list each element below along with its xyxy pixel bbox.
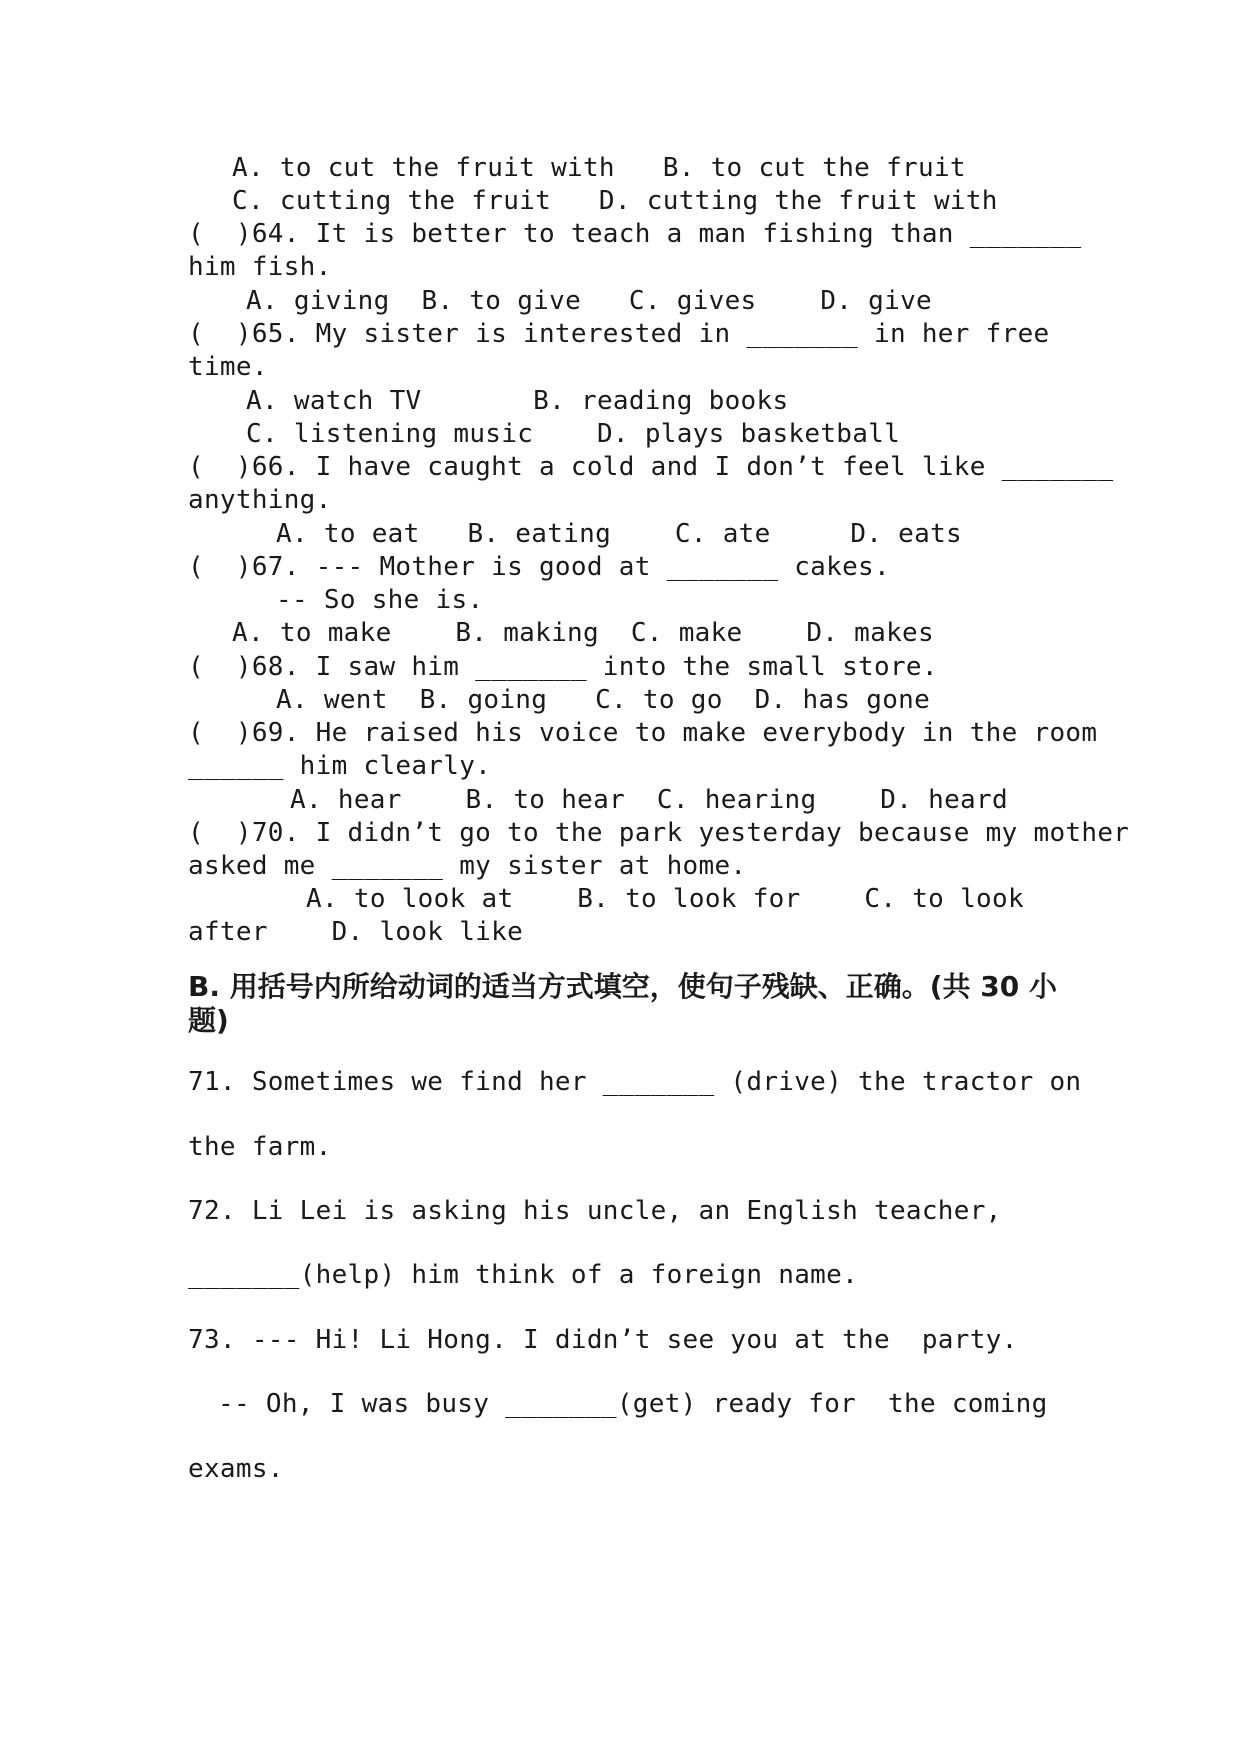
- q67-reply: -- So she is.: [276, 585, 484, 615]
- q66-options: A. to eat B. eating C. ate D. eats: [276, 519, 962, 549]
- q69-options: A. hear B. to hear C. hearing D. heard: [290, 785, 1008, 815]
- q65-options-ab: A. watch TV B. reading books: [246, 386, 789, 416]
- q73-line1: 73. --- Hi! Li Hong. I didn’t see you at the party.: [188, 1325, 1018, 1355]
- q72-line2: _______(help) him think of a foreign name.: [188, 1260, 859, 1290]
- q65-options-cd: C. listening music D. plays basketball: [246, 419, 901, 449]
- q64-stem-cont: him fish.: [188, 252, 332, 282]
- q71-line2: the farm.: [188, 1132, 332, 1162]
- q72-line1: 72. Li Lei is asking his uncle, an English teacher,: [188, 1196, 1002, 1226]
- q70-stem: ( )70. I didn’t go to the park yesterday because my mother: [188, 818, 1130, 848]
- q63-options-ab: A. to cut the fruit with B. to cut the fruit: [232, 153, 966, 183]
- q65-stem: ( )65. My sister is interested in _______ in her free: [188, 319, 1050, 349]
- q64-stem: ( )64. It is better to teach a man fishing than _______: [188, 219, 1082, 249]
- q70-options-cont: after D. look like: [188, 917, 524, 947]
- q67-stem: ( )67. --- Mother is good at _______ cakes.: [188, 552, 890, 582]
- q67-options: A. to make B. making C. make D. makes: [232, 618, 934, 648]
- q64-options: A. giving B. to give C. gives D. give: [246, 286, 932, 316]
- q71-line1: 71. Sometimes we find her _______ (drive) the tractor on: [188, 1067, 1082, 1097]
- q70-stem-cont: asked me _______ my sister at home.: [188, 851, 747, 881]
- q68-stem: ( )68. I saw him _______ into the small store.: [188, 652, 938, 682]
- q65-stem-cont: time.: [188, 352, 268, 382]
- q68-options: A. went B. going C. to go D. has gone: [276, 685, 931, 715]
- q66-stem-cont: anything.: [188, 485, 332, 515]
- section-b-heading: B. 用括号内所给动词的适当方式填空，使句子残缺、正确。(共 30 小题): [188, 970, 1057, 1037]
- q69-stem-cont: ______ him clearly.: [188, 751, 492, 781]
- q70-options: A. to look at B. to look for C. to look: [306, 884, 1024, 914]
- q73-line2: -- Oh, I was busy _______(get) ready for the coming: [218, 1389, 1048, 1419]
- q66-stem: ( )66. I have caught a cold and I don’t feel like _______: [188, 452, 1114, 482]
- q63-options-cd: C. cutting the fruit D. cutting the fruit with: [232, 186, 998, 216]
- q73-line3: exams.: [188, 1454, 284, 1484]
- q69-stem: ( )69. He raised his voice to make everybody in the room: [188, 718, 1098, 748]
